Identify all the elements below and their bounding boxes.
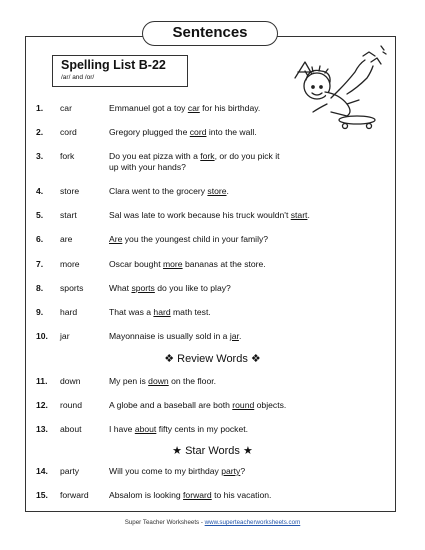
sentence-row xyxy=(0,259,425,275)
spelling-word: start xyxy=(60,210,77,220)
item-number: 11. xyxy=(36,376,48,386)
spelling-word: party xyxy=(60,466,80,476)
spelling-word: are xyxy=(60,234,73,244)
item-number: 3. xyxy=(36,151,44,161)
sentence-end: you the youngest child in your family? xyxy=(122,234,269,244)
sentence-end: to his vacation. xyxy=(211,490,272,500)
sentence-end: ? xyxy=(240,466,246,476)
spelling-list-box xyxy=(52,55,188,87)
sentence-start: That was a xyxy=(109,307,154,317)
sentence-continuation: up with your hands? xyxy=(109,162,186,172)
sentence-row xyxy=(0,234,425,250)
sentence-start: Clara went to the grocery xyxy=(109,186,208,196)
sentence-row xyxy=(0,400,425,416)
spelling-word: jar xyxy=(60,331,70,341)
sentence-keyword: party xyxy=(221,466,241,476)
sentence-keyword: hard xyxy=(153,307,171,317)
item-number: 6. xyxy=(36,234,44,244)
sentence-end: . xyxy=(226,186,229,196)
sentence-row xyxy=(0,127,425,143)
sentence xyxy=(109,103,371,114)
sentence-keyword: about xyxy=(134,424,157,434)
sentence-end: do you like to play? xyxy=(154,283,231,293)
footer-link[interactable]: www.superteacherworksheets.com xyxy=(204,519,301,526)
sentence xyxy=(109,307,371,318)
item-number: 14. xyxy=(36,466,48,476)
sentence-keyword: car xyxy=(187,103,200,113)
sentence-start: Do you eat pizza with a xyxy=(109,151,201,161)
sentence-end: . xyxy=(307,210,310,220)
sentence-end: fifty cents in my pocket. xyxy=(156,424,249,434)
sentence-end: . xyxy=(238,331,242,341)
sentence-start: Oscar bought xyxy=(109,259,163,269)
spelling-word: forward xyxy=(60,490,89,500)
sentence-row xyxy=(0,376,425,392)
sentence-start: Mayonnaise is usually sold in a xyxy=(109,331,230,341)
spelling-word: hard xyxy=(60,307,78,317)
spelling-word: car xyxy=(60,103,72,113)
sentence-end: into the wall. xyxy=(206,127,257,137)
sentence-row xyxy=(0,424,425,440)
sentence-end: objects. xyxy=(254,400,287,410)
sentence-end: math test. xyxy=(170,307,211,317)
spelling-word: store xyxy=(60,186,80,196)
sentence-start: I have xyxy=(109,424,135,434)
sentence-keyword: more xyxy=(162,259,183,269)
spelling-word: cord xyxy=(60,127,77,137)
sentence xyxy=(109,283,371,294)
sentence-end: , or do you pick it xyxy=(214,151,280,161)
spelling-word: round xyxy=(60,400,82,410)
sentence-row xyxy=(0,283,425,299)
spelling-word: more xyxy=(60,259,80,269)
sentence-row xyxy=(0,186,425,202)
item-number: 15. xyxy=(36,490,48,500)
sentence-keyword: jar xyxy=(229,331,239,341)
sentence xyxy=(109,151,371,173)
sentence-start: Gregory plugged the xyxy=(109,127,190,137)
sentence xyxy=(109,424,371,435)
item-number: 10. xyxy=(36,331,48,341)
sentence-start: Emmanuel got a toy xyxy=(109,103,188,113)
sentence-end: for his birthday. xyxy=(199,103,261,113)
spelling-word: fork xyxy=(60,151,75,161)
sentence xyxy=(109,331,371,342)
sentence xyxy=(109,127,371,138)
footer xyxy=(0,519,425,526)
sentence xyxy=(109,490,371,501)
item-number: 5. xyxy=(36,210,44,220)
sentence-keyword: fork xyxy=(200,151,215,161)
item-number: 13. xyxy=(36,424,48,434)
sentence-row xyxy=(0,210,425,226)
sentence-row xyxy=(0,151,425,172)
sentence-end: on the floor. xyxy=(168,376,217,386)
spelling-word: about xyxy=(60,424,82,434)
sentence-keyword: down xyxy=(148,376,169,386)
star-words-heading: ★ Star Words ★ xyxy=(172,445,253,457)
page-title: Sentences xyxy=(142,21,278,46)
sentence-start: Will you come to my birthday xyxy=(109,466,222,476)
sentence xyxy=(109,234,371,245)
spelling-list-subtitle: /ar/ and /or/ xyxy=(61,74,95,81)
item-number: 2. xyxy=(36,127,44,137)
sentence-keyword: forward xyxy=(183,490,212,500)
sentence-start: Absalom is looking xyxy=(109,490,184,500)
sentence-row xyxy=(0,307,425,323)
item-number: 7. xyxy=(36,259,44,269)
sentence xyxy=(109,376,371,387)
spelling-list-title: Spelling List B-22 xyxy=(61,58,166,72)
item-number: 8. xyxy=(36,283,44,293)
sentence-row xyxy=(0,331,425,347)
sentence-keyword: Are xyxy=(109,234,123,244)
sentence-start: What xyxy=(109,283,132,293)
sentence-keyword: round xyxy=(232,400,255,410)
review-words-heading: ❖ Review Words ❖ xyxy=(164,353,261,365)
sentence-start: A globe and a baseball are both xyxy=(109,400,233,410)
sentence-row xyxy=(0,490,425,506)
sentence xyxy=(109,210,371,221)
sentence-start: My pen is xyxy=(109,376,149,386)
sentence-end: bananas at the store. xyxy=(182,259,266,269)
sentence-keyword: cord xyxy=(189,127,207,137)
sentence-keyword: start xyxy=(290,210,308,220)
sentence-keyword: sports xyxy=(131,283,155,293)
item-number: 1. xyxy=(36,103,44,113)
sentence xyxy=(109,400,371,411)
sentence xyxy=(109,186,371,197)
item-number: 4. xyxy=(36,186,44,196)
spelling-word: sports xyxy=(60,283,84,293)
sentence-start: Sal was late to work because his truck wouldn't xyxy=(109,210,291,220)
sentence xyxy=(109,466,371,477)
footer-text: Super Teacher Worksheets - xyxy=(124,519,205,526)
item-number: 9. xyxy=(36,307,44,317)
sentence xyxy=(109,259,371,270)
sentence-keyword: store xyxy=(207,186,227,196)
sentence-row xyxy=(0,466,425,482)
sentence-row xyxy=(0,103,425,119)
item-number: 12. xyxy=(36,400,48,410)
spelling-word: down xyxy=(60,376,81,386)
